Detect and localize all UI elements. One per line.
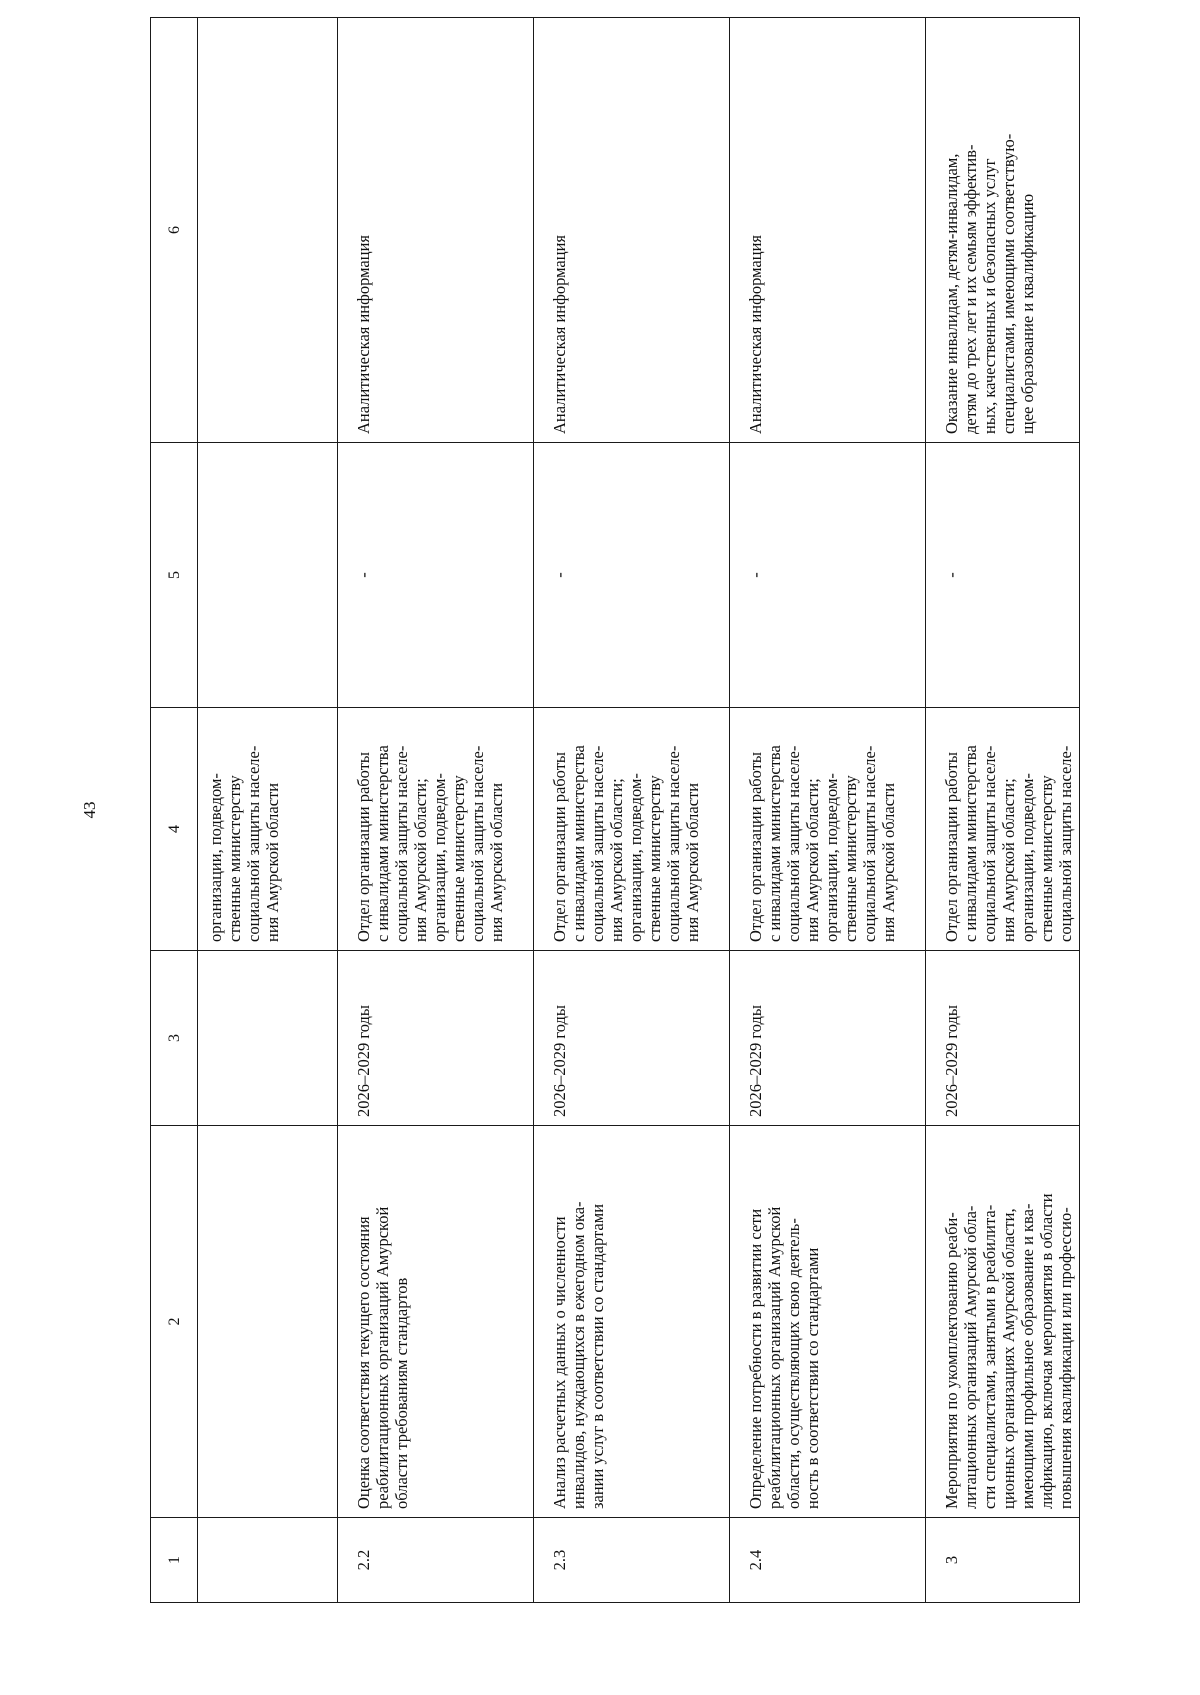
executor-line: ственные министерству [225,775,244,942]
executor-line: с инвалидами министерства [569,745,588,942]
executor-line: социальной защиты населе- [392,745,411,942]
period [198,951,338,1126]
result [730,18,926,443]
column-header: 2 [151,1126,198,1518]
executor-line: организации, подведом- [626,773,645,942]
title-line: инвалидов, нуждающихся в ежегодном ока- [569,1201,588,1509]
column-header: 1 [151,1518,198,1603]
executor-line: социальной защиты населе- [588,745,607,942]
title-line: лификацию, включая мероприятия в области [1037,1193,1056,1509]
executor-line: организации, подведом- [822,773,841,942]
executor-line: организации, подведом- [206,773,225,942]
financing: - [926,443,1080,708]
executor-line: ственные министерству [645,775,664,942]
title-line: Анализ расчетных данных о численности [550,1216,569,1509]
rotated-sheet [150,18,1075,1603]
title-line: зании услуг в соответствии со стандартами [588,1203,607,1509]
executor-line: социальной защиты населе- [860,745,879,942]
executor [926,708,1080,951]
title-line: Определение потребности в развитии сети [746,1208,765,1509]
executor-line: социальной защиты населе- [664,745,683,942]
executor-line: ственные министерству [449,775,468,942]
executor [198,708,338,951]
executor-line: социальной защиты населе- [1056,745,1075,942]
column-header: 6 [151,18,198,443]
result-line: Оказание инвалидам, детям-инвалидам, [942,153,961,434]
table-row [534,18,730,1603]
table-row [198,18,338,1603]
measure-title [338,1126,534,1518]
executor-line: ния Амурской области [487,782,506,942]
result-line: специалистами, имеющими соответствую- [999,133,1018,434]
title-line: области, осуществляющих свою деятель- [784,1218,803,1509]
result [926,18,1080,443]
title-line: реабилитационных организаций Амурской [373,1206,392,1509]
title-line: ность в соответствии со стандартами [803,1247,822,1509]
measure-title [926,1126,1080,1518]
rotated-table-wrapper [150,18,1075,1603]
title-line: повышения квалификации или профессио- [1056,1207,1075,1509]
result-line: детям до трех лет и их семьям эффектив- [961,144,980,434]
period: 2026–2029 годы [534,951,730,1126]
row-number: 2.2 [338,1518,534,1603]
header-row [151,18,198,1603]
title-line: имеющими профильное образование и ква- [1018,1203,1037,1509]
executor-line: ственные министерству [1037,775,1056,942]
executor-line: с инвалидами министерства [961,745,980,942]
table-row [338,18,534,1603]
executor-line: ния Амурской области [263,782,282,942]
title-line: Мероприятия по укомплектованию реаби- [942,1212,961,1509]
executor-line: ния Амурской области [879,782,898,942]
executor-line: с инвалидами министерства [765,745,784,942]
title-line: Оценка соответствия текущего состояния [354,1216,373,1509]
title-line: ционных организациях Амурской области, [999,1208,1018,1509]
row-number: 2.3 [534,1518,730,1603]
period: 2026–2029 годы [338,951,534,1126]
result [338,18,534,443]
table-row [730,18,926,1603]
executor-line: социальной защиты населе- [784,745,803,942]
measures-table [150,17,1080,1603]
table-row [926,18,1080,1603]
executor-line: организации, подведом- [430,773,449,942]
title-line: сти специалистами, занятыми в реабилита- [980,1204,999,1509]
executor-line: ния Амурской области [683,782,702,942]
row-number: 3 [926,1518,1080,1603]
result-line: Аналитическая информация [354,235,373,434]
column-header: 4 [151,708,198,951]
executor-line: Отдел организации работы [354,752,373,942]
executor [730,708,926,951]
executor-line: Отдел организации работы [942,752,961,942]
executor-line: социальной защиты населе- [468,745,487,942]
executor-line: ния Амурской области; [607,778,626,942]
result [198,18,338,443]
period: 2026–2029 годы [730,951,926,1126]
row-number: 2.4 [730,1518,926,1603]
result-line: ных, качественных и безопасных услуг [980,158,999,434]
executor-line: ния Амурской области; [411,778,430,942]
column-header: 3 [151,951,198,1126]
title-line: реабилитационных организаций Амурской [765,1206,784,1509]
executor-line: с инвалидами министерства [373,745,392,942]
financing [198,443,338,708]
executor-line: Отдел организации работы [746,752,765,942]
title-line: области требованиям стандартов [392,1277,411,1509]
executor-line: социальной защиты населе- [244,745,263,942]
column-header: 5 [151,443,198,708]
financing: - [338,443,534,708]
result-line: Аналитическая информация [550,235,569,434]
result [534,18,730,443]
financing: - [534,443,730,708]
result-line: щее образование и квалификацию [1018,193,1037,434]
page-number: 43 [80,801,99,819]
executor-line: ния Амурской области; [803,778,822,942]
executor-line: ственные министерству [841,775,860,942]
measure-title [198,1126,338,1518]
executor-line: социальной защиты населе- [980,745,999,942]
result-line: Аналитическая информация [746,235,765,434]
executor-line: организации, подведом- [1018,773,1037,942]
measure-title [534,1126,730,1518]
row-number [198,1518,338,1603]
measure-title [730,1126,926,1518]
executor-line: Отдел организации работы [550,752,569,942]
financing: - [730,443,926,708]
title-line: литационных организаций Амурской обла- [961,1205,980,1509]
period: 2026–2029 годы [926,951,1080,1126]
executor [338,708,534,951]
executor-line: ния Амурской области; [999,778,1018,942]
executor [534,708,730,951]
